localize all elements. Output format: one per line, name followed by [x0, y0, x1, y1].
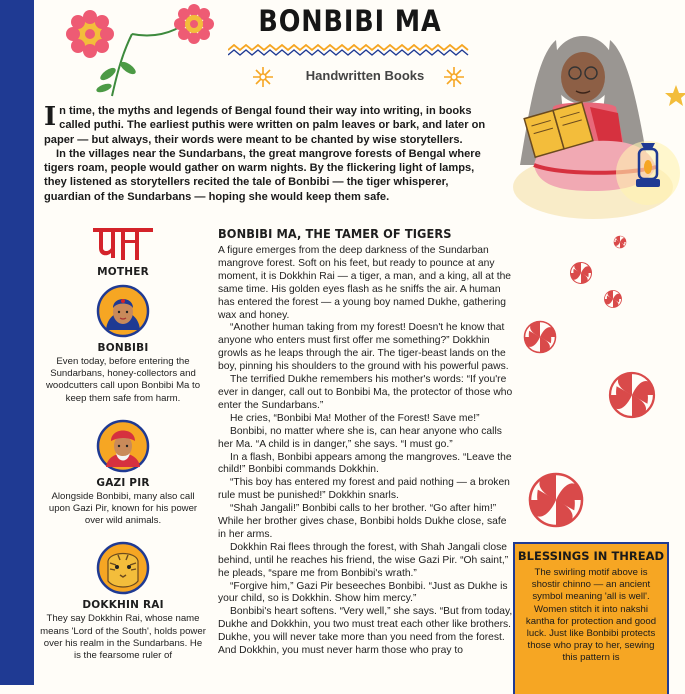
mother-label: MOTHER — [97, 266, 149, 278]
intro-paragraph-2: In the villages near the Sundarbans, the great mangrove forests of Bengal where tigers roam, people would gather on warm nights. By the flickering light of lamps, they listened as storytellers recited the tale of Bonbibi — the tiger whisperer, guardian of the Sundarbans — hoping she would keep them safe. — [44, 147, 481, 203]
page-subtitle: Handwritten Books — [305, 68, 425, 83]
bengali-ma-glyph-icon — [91, 226, 155, 262]
story-paragraph: A figure emerges from the deep darkness of the Sundarban mangrove forest. Soft on his feet, but ready to pounce at any moment, it is Dokkhin Rai — a tiger, a man, and a king, all at the same time. His golden eyes flash as he sniffs the air. A human has entered the forest — a young boy named Dukhe, gathering wax and honey. — [218, 245, 512, 321]
gazi-pir-portrait-icon — [96, 419, 150, 473]
story-paragraph: “Another human taking from my forest! Doesn't he know that anyone who enters must first offer me something?” Dokkhin growls as he leaps through the air. The tiger-beast lands on the boy, pinning his shoulders to the ground with his powerful paws. — [218, 322, 509, 373]
side-box-text: The swirling motif above is shostir chinno — an ancient symbol meaning 'all is well'. Women stitch it into nakshi kantha for protection and good luck. Just like Bonbibi protects those who pray to her, sewing this pattern is — [525, 567, 657, 664]
story-paragraph: He cries, “Bonbibi Ma! Mother of the Forest! Save me!” — [230, 412, 480, 424]
bonbibi-portrait-icon — [96, 284, 150, 338]
blessings-in-thread-box — [513, 542, 669, 694]
storyteller-illustration — [498, 15, 685, 225]
dokkhin-rai-caption: They say Dokkhin Rai, whose name means 'Lord of the South', holds power over his realm in the Sundarbans. He is the fearsome ruler of — [40, 613, 206, 662]
story-paragraph: Bonbibi's heart softens. “Very well,” she says. “But from today, Dukhe and Dokkhin, you two must treat each other like brothers. Dukhe, you will never take more than you need from the forest. And Dokkhin, you must never harm those who pray to — [218, 606, 513, 657]
story-paragraph: In a flash, Bonbibi appears among the mangroves. “Leave the child!” Bonbibi commands Dokkhin. — [218, 451, 512, 476]
page-spine-bar — [0, 0, 34, 685]
side-box-heading: BLESSINGS IN THREAD — [517, 549, 665, 563]
bonbibi-caption: Even today, before entering the Sundarbans, honey-collectors and woodcutters call upon Bonbibi Ma to keep them safe from harm. — [45, 356, 201, 404]
story-paragraph: “Forgive him,” Gazi Pir beseeches Bonbibi. “Just as Dukhe is your child, so is Dokkhin. Show him mercy.” — [218, 580, 508, 605]
dokkhin-rai-label: DOKKHIN RAI — [82, 599, 164, 612]
gazi-pir-label: GAZI PIR — [96, 476, 150, 489]
dropcap: I — [44, 102, 57, 132]
sun-motif-icon — [443, 66, 465, 88]
gazi-pir-caption: Alongside Bonbibi, many also call upon Gazi Pir, known for his power over wild animals. — [48, 490, 198, 527]
character-sidebar — [40, 220, 206, 662]
bonbibi-label: BONBIBI — [97, 342, 149, 354]
page-title: BONBIBI MA — [258, 4, 442, 38]
story-paragraph: “Shah Jangali!” Bonbibi calls to her brother. “Go after him!” While her brother gives chase, Bonbibi holds Dukhe close, safe in her arms. — [218, 503, 507, 540]
flower-illustration — [62, 4, 222, 100]
zigzag-divider — [228, 44, 473, 56]
story-paragraph: The terrified Dukhe remembers his mother's words: “If you're ever in danger, call out to Bonbibi Ma, the protector of those who enter the Sundarbans.” — [218, 374, 513, 411]
story-paragraph: “This boy has entered my forest and paid nothing — a broken rule must be punished!” Dokkhin snarls. — [218, 477, 510, 502]
story-paragraph: Dokkhin Rai flees through the forest, with Shah Jangali close behind, until he reaches his friend, the wise Gazi Pir. “Oh saint,” he pleads, “spare me from Bonbibi's wrath.” — [218, 541, 509, 579]
story-paragraph: Bonbibi, no matter where she is, can hear anyone who calls her Ma. “A child is in danger,” she says. “I must go.” — [218, 425, 502, 450]
sun-motif-icon — [252, 66, 274, 88]
story-column — [218, 226, 514, 658]
dokkhin-rai-portrait-icon — [96, 541, 150, 595]
swirl-motif-trail — [520, 230, 685, 540]
story-heading: BONBIBI MA, THE TAMER OF TIGERS — [218, 226, 452, 241]
intro-text — [44, 104, 489, 204]
intro-paragraph-1: n time, the myths and legends of Bengal found their way into writing, in books called puthi. The earliest puthis were written on palm leaves or bark, and later on paper — but always, their words were meant to be chanted by wise storytellers. — [44, 105, 486, 146]
